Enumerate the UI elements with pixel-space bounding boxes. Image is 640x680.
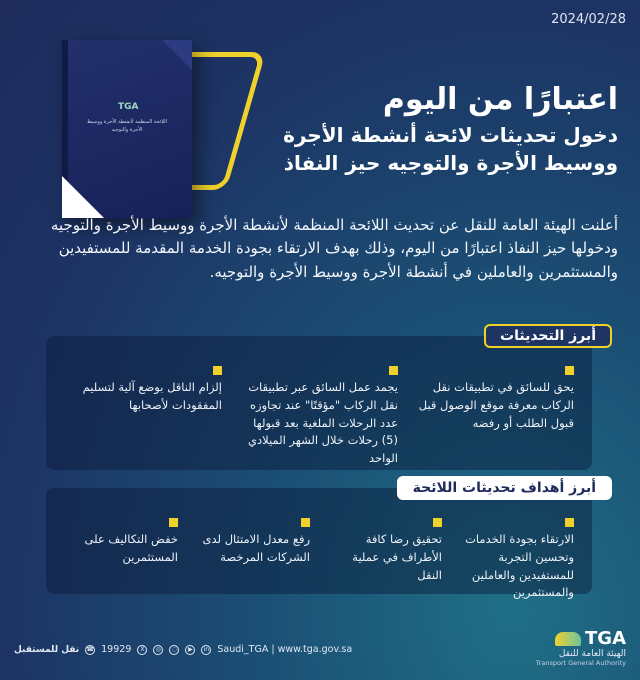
booklet-title: اللائحة المنظمة لأنشطة الأجرة ووسيط الأجرة والتوجيه bbox=[86, 119, 167, 133]
slogan: نقل للمستقبل bbox=[14, 644, 80, 655]
goal-item: تحقيق رضا كافة الأطراف في عملية النقل bbox=[328, 518, 442, 602]
snapchat-icon[interactable]: ◌ bbox=[169, 645, 179, 655]
update-item: يحق للسائق في تطبيقات نقل الركاب معرفة موقع الوصول قبل قبول الطلب أو رفضه bbox=[416, 366, 574, 468]
square-bullet-icon bbox=[565, 518, 574, 527]
goal-item: خفض التكاليف على المستثمرين bbox=[64, 518, 178, 602]
headline-main: اعتبارًا من اليوم bbox=[382, 82, 618, 117]
updates-title: أبرز التحديثات bbox=[484, 324, 612, 348]
phone-number: 19929 bbox=[101, 644, 132, 655]
booklet-corner-accent bbox=[162, 40, 192, 70]
headline-sub-1: دخول تحديثات لائحة أنشطة الأجرة bbox=[283, 122, 618, 147]
tga-mark-icon bbox=[555, 632, 581, 646]
regulation-booklet-image bbox=[62, 40, 192, 218]
square-bullet-icon bbox=[389, 366, 398, 375]
update-item: يجمد عمل السائق عبر تطبيقات نقل الركاب "مؤقتًا" عند تجاوزه عدد الرحلات الملغية بعد قبولها (5) رحلات خلال الشهر الميلادي الواحد bbox=[240, 366, 398, 468]
tga-logo: TGA bbox=[536, 628, 626, 649]
booklet-corner-fold bbox=[62, 176, 104, 218]
phone-icon: ☎ bbox=[86, 645, 94, 653]
date: 2024/02/28 bbox=[551, 12, 626, 27]
headline-sub-2: ووسيط الأجرة والتوجيه حيز النفاذ bbox=[283, 150, 618, 175]
org-name-ar: الهيئة العامة للنقل bbox=[558, 649, 626, 659]
goals-title: أبرز أهداف تحديثات اللائحة bbox=[397, 476, 612, 500]
linkedin-icon[interactable]: in bbox=[201, 645, 211, 655]
updates-panel bbox=[46, 328, 596, 470]
square-bullet-icon bbox=[433, 518, 442, 527]
booklet-logo: TGA bbox=[118, 102, 139, 112]
intro-paragraph: أعلنت الهيئة العامة للنقل عن تحديث اللائحة المنظمة لأنشطة الأجرة ووسيط الأجرة والتوجيه ودخولها حيز النفاذ اعتبارًا من اليوم، وذلك بهدف الارتقاء بجودة الخدمة المقدمة للمستفيدين والمستثمرين والعاملين في أنشطة الأجرة ووسيط الأجرة والتوجيه. bbox=[50, 216, 618, 281]
goals-panel bbox=[46, 480, 596, 600]
website-link[interactable]: Saudi_TGA | www.tga.gov.sa bbox=[217, 644, 353, 655]
square-bullet-icon bbox=[213, 366, 222, 375]
goal-item: الارتقاء بجودة الخدمات وتحسين التجربة للمستفيدين والعاملين والمستثمرين bbox=[460, 518, 574, 602]
x-icon[interactable]: X bbox=[137, 645, 147, 655]
goal-item: رفع معدل الامتثال لدى الشركات المرخصة bbox=[196, 518, 310, 602]
headline bbox=[218, 80, 618, 177]
square-bullet-icon bbox=[169, 518, 178, 527]
square-bullet-icon bbox=[565, 366, 574, 375]
instagram-icon[interactable]: ◎ bbox=[153, 645, 163, 655]
footer bbox=[14, 628, 626, 668]
contact-bar bbox=[14, 644, 352, 655]
square-bullet-icon bbox=[301, 518, 310, 527]
org-name-en: Transport General Authority bbox=[535, 659, 626, 667]
youtube-icon[interactable]: ▶ bbox=[185, 645, 195, 655]
tga-brand bbox=[536, 628, 626, 667]
update-item: إلزام الناقل بوضع آلية لتسليم المفقودات لأصحابها bbox=[64, 366, 222, 468]
